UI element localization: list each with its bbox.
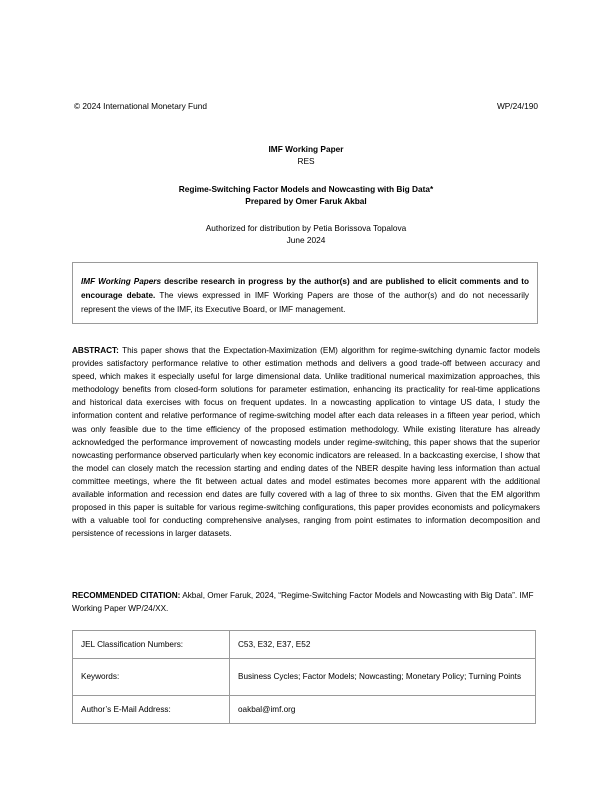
- abstract-text: This paper shows that the Expectation-Maximization (EM) algorithm for regime-switching dynamic factor models provides satisfactory performance relative to other estimation methods and delivers a good trade-off between accuracy and speed, which makes it especially useful for large dimensional data. Unlike traditional numerical maximization approaches, this methodology benefits from closed-form solutions for parameter estimation, enhancing its practicality for real-time applications and historical data exercises with focus on frequent updates. In a nowcasting application to vintage US data, I study the information content and relative performance of regime-switching model after each data releases in a fifteen year period, which was only feasible due to the time efficiency of the proposed estimation methodology. While existing literature has already acknowledged the performance improvement of nowcasting models under regime-switching, this paper shows that the superior nowcasting performance observed particularly when key economic indicators are released. In a backcasting exercise, I show that the model can closely match the recession starting and ending dates of the NBER despite having less information than actual committee meetings, where the fit between actual dates and model estimates becomes more apparent with the additional available information and recession end dates are fully covered with a lag of three to six months. Given that the EM algorithm proposed in this paper is suitable for various regime-switching configurations, this paper provides economists and policymakers with a valuable tool for conducting comprehensive analyses, ranging from point estimates to information decomposition and persistence of recessions in larger datasets.: [72, 346, 540, 539]
- email-value[interactable]: oakbal@imf.org: [230, 696, 536, 724]
- series-title: IMF Working Paper: [268, 144, 344, 154]
- table-row: [73, 631, 536, 659]
- table-row: [73, 659, 536, 696]
- jel-value: C53, E32, E37, E52: [230, 631, 536, 659]
- disclaimer-text: The views expressed in IMF Working Papers are those of the author(s) and do not necessarily represent the views of the IMF, its Executive Board, or IMF management.: [81, 291, 529, 314]
- copyright-notice: © 2024 International Monetary Fund: [74, 101, 207, 111]
- abstract-label: ABSTRACT:: [72, 346, 119, 355]
- keywords-value: Business Cycles; Factor Models; Nowcasting; Monetary Policy; Turning Points: [230, 659, 536, 696]
- recommended-citation: [72, 589, 540, 615]
- author-line: Prepared by Omer Faruk Akbal: [245, 196, 367, 206]
- email-label: Author’s E-Mail Address:: [73, 696, 230, 724]
- metadata-table: [72, 630, 536, 724]
- department-code: RES: [297, 156, 315, 166]
- working-paper-number: WP/24/190: [496, 101, 538, 111]
- abstract: [72, 344, 540, 540]
- authorized-by: Authorized for distribution by Petia Borissova Topalova: [205, 223, 407, 233]
- disclaimer-bold: describe research in progress by the author(s) and are published to elicit comments and to encourage debate.: [81, 277, 529, 300]
- paper-title: Regime-Switching Factor Models and Nowcasting with Big Data*: [178, 184, 434, 194]
- citation-text: Akbal, Omer Faruk, 2024, “Regime-Switching Factor Models and Nowcasting with Big Data”. IMF Working Paper WP/24/XX.: [72, 591, 534, 613]
- citation-label: RECOMMENDED CITATION:: [72, 591, 181, 600]
- disclaimer-box: [72, 262, 538, 324]
- jel-label: JEL Classification Numbers:: [73, 631, 230, 659]
- publication-date: June 2024: [286, 235, 326, 245]
- keywords-label: Keywords:: [73, 659, 230, 696]
- disclaimer-lead: IMF Working Papers: [81, 277, 162, 286]
- table-row: [73, 696, 536, 724]
